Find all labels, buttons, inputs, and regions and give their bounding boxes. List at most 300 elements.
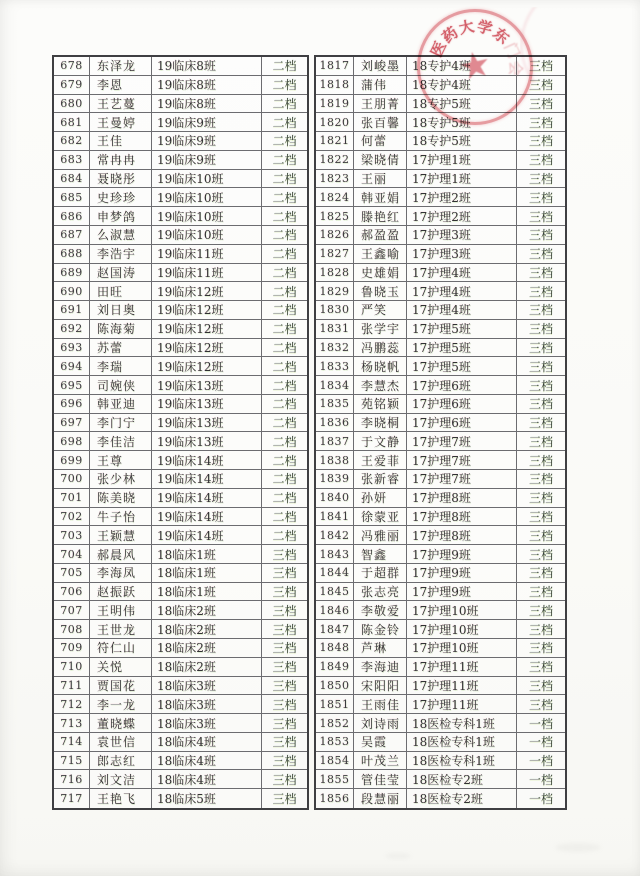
stamp-arc-character: 学 [475,17,495,39]
name-cell: 王尊 [90,451,152,470]
name-cell: 严笑 [354,301,407,320]
class-cell: 17护理8班 [407,508,517,527]
name-cell: 陈美晓 [90,489,152,508]
class-cell: 18临床4班 [152,770,262,789]
tier-cell: 三档 [517,188,565,207]
serial-cell: 694 [54,357,90,376]
class-cell: 19临床10班 [152,207,262,226]
name-cell: 叶茂兰 [354,752,407,771]
class-cell: 17护理3班 [407,226,517,245]
tier-cell: 三档 [517,526,565,545]
tier-cell: 三档 [262,583,307,602]
serial-cell: 1833 [316,357,354,376]
serial-cell: 681 [54,113,90,132]
tier-cell: 三档 [517,207,565,226]
class-cell: 17护理2班 [407,207,517,226]
class-cell: 17护理2班 [407,188,517,207]
serial-cell: 1843 [316,545,354,564]
name-cell: 陈金铃 [354,620,407,639]
serial-cell: 702 [54,508,90,527]
name-cell: 鲁晓玉 [354,282,407,301]
tier-cell: 三档 [517,564,565,583]
serial-cell: 710 [54,658,90,677]
serial-cell: 1819 [316,95,354,114]
serial-cell: 1829 [316,282,354,301]
name-cell: 么淑慧 [90,226,152,245]
class-cell: 18医检专科1班 [407,733,517,752]
tier-cell: 二档 [262,395,307,414]
serial-cell: 1831 [316,320,354,339]
serial-cell: 1840 [316,489,354,508]
stamp-arc-character: 门 [500,40,524,62]
name-cell: 杨晓帆 [354,357,407,376]
serial-cell: 1854 [316,752,354,771]
class-cell: 17护理7班 [407,470,517,489]
serial-cell: 700 [54,470,90,489]
name-cell: 王明伟 [90,601,152,620]
name-cell: 董晓蝶 [90,714,152,733]
name-cell: 冯雅丽 [354,526,407,545]
serial-cell: 1827 [316,245,354,264]
class-cell: 19临床10班 [152,188,262,207]
name-cell: 关悦 [90,658,152,677]
tier-cell: 三档 [517,658,565,677]
scan-smudge [385,853,411,859]
class-cell: 19临床12班 [152,339,262,358]
tier-cell: 二档 [262,414,307,433]
tier-cell: 三档 [517,695,565,714]
serial-cell: 1822 [316,151,354,170]
name-cell: 王爱菲 [354,451,407,470]
class-cell: 18临床3班 [152,714,262,733]
name-cell: 刘峻墨 [354,57,407,76]
tier-cell: 三档 [517,282,565,301]
name-cell: 李门宁 [90,414,152,433]
class-cell: 19临床14班 [152,451,262,470]
class-cell: 18临床3班 [152,695,262,714]
tier-cell: 三档 [262,658,307,677]
class-cell: 17护理11班 [407,695,517,714]
class-cell: 18临床2班 [152,658,262,677]
name-cell: 牛子怡 [90,508,152,527]
class-cell: 18专护4班 [407,76,517,95]
roster-table-left [52,55,309,810]
tier-cell: 三档 [262,545,307,564]
tier-cell: 二档 [262,470,307,489]
class-cell: 18临床4班 [152,752,262,771]
serial-cell: 1850 [316,677,354,696]
name-cell: 符仁山 [90,639,152,658]
tier-cell: 三档 [517,95,565,114]
name-cell: 袁世信 [90,733,152,752]
tier-cell: 三档 [262,639,307,658]
class-cell: 17护理4班 [407,264,517,283]
class-cell: 19临床8班 [152,95,262,114]
serial-cell: 703 [54,526,90,545]
class-cell: 18医检专2班 [407,789,517,808]
tier-cell: 三档 [517,113,565,132]
name-cell: 蒲伟 [354,76,407,95]
serial-cell: 1830 [316,301,354,320]
serial-cell: 715 [54,752,90,771]
class-cell: 17护理1班 [407,151,517,170]
serial-cell: 709 [54,639,90,658]
tier-cell: 三档 [517,132,565,151]
tier-cell: 三档 [517,677,565,696]
serial-cell: 679 [54,76,90,95]
tier-cell: 三档 [517,414,565,433]
serial-cell: 711 [54,677,90,696]
tier-cell: 三档 [517,470,565,489]
serial-cell: 1841 [316,508,354,527]
class-cell: 19临床9班 [152,132,262,151]
name-cell: 赵振跃 [90,583,152,602]
name-cell: 王艺蔓 [90,95,152,114]
class-cell: 18医检专科1班 [407,752,517,771]
class-cell: 18临床2班 [152,639,262,658]
serial-cell: 685 [54,188,90,207]
name-cell: 聂晓彤 [90,170,152,189]
name-cell: 郎志红 [90,752,152,771]
serial-cell: 1821 [316,132,354,151]
name-cell: 徐蒙亚 [354,508,407,527]
serial-cell: 1856 [316,789,354,808]
class-cell: 19临床13班 [152,414,262,433]
class-cell: 19临床13班 [152,395,262,414]
serial-cell: 706 [54,583,90,602]
serial-cell: 688 [54,245,90,264]
tier-cell: 二档 [262,432,307,451]
name-cell: 韩亚娟 [354,188,407,207]
name-cell: 王雨佳 [354,695,407,714]
class-cell: 18专护5班 [407,132,517,151]
tier-cell: 三档 [517,583,565,602]
serial-cell: 1834 [316,376,354,395]
serial-cell: 707 [54,601,90,620]
serial-cell: 1824 [316,188,354,207]
class-cell: 19临床10班 [152,170,262,189]
class-cell: 18临床1班 [152,583,262,602]
name-cell: 李佳洁 [90,432,152,451]
serial-cell: 689 [54,264,90,283]
class-cell: 17护理5班 [407,357,517,376]
name-cell: 常冉冉 [90,151,152,170]
tier-cell: 二档 [262,57,307,76]
class-cell: 17护理9班 [407,564,517,583]
serial-cell: 1847 [316,620,354,639]
name-cell: 李一龙 [90,695,152,714]
name-cell: 何蕾 [354,132,407,151]
class-cell: 18临床4班 [152,733,262,752]
tier-cell: 二档 [262,451,307,470]
serial-cell: 687 [54,226,90,245]
tier-cell: 三档 [517,339,565,358]
serial-cell: 1828 [316,264,354,283]
roster-table-right [314,55,567,810]
name-cell: 滕艳红 [354,207,407,226]
class-cell: 19临床8班 [152,57,262,76]
name-cell: 管佳莹 [354,770,407,789]
class-cell: 17护理6班 [407,395,517,414]
name-cell: 智鑫 [354,545,407,564]
tier-cell: 一档 [517,752,565,771]
tier-cell: 三档 [262,601,307,620]
serial-cell: 699 [54,451,90,470]
class-cell: 18专护5班 [407,113,517,132]
serial-cell: 1818 [316,76,354,95]
serial-cell: 692 [54,320,90,339]
class-cell: 17护理11班 [407,677,517,696]
class-cell: 17护理1班 [407,170,517,189]
name-cell: 苑铭颖 [354,395,407,414]
tier-cell: 二档 [262,95,307,114]
class-cell: 18专护5班 [407,95,517,114]
class-cell: 17护理10班 [407,620,517,639]
serial-cell: 690 [54,282,90,301]
serial-cell: 684 [54,170,90,189]
name-cell: 赵国涛 [90,264,152,283]
serial-cell: 695 [54,376,90,395]
class-cell: 19临床13班 [152,432,262,451]
name-cell: 苏蕾 [90,339,152,358]
class-cell: 18临床1班 [152,564,262,583]
name-cell: 吴霞 [354,733,407,752]
class-cell: 17护理5班 [407,320,517,339]
tier-cell: 三档 [517,301,565,320]
tier-cell: 三档 [262,677,307,696]
tier-cell: 三档 [517,264,565,283]
serial-cell: 1852 [316,714,354,733]
class-cell: 19临床14班 [152,526,262,545]
scan-smudge [555,843,601,852]
serial-cell: 1851 [316,695,354,714]
tier-cell: 二档 [262,132,307,151]
name-cell: 张志亮 [354,583,407,602]
serial-cell: 1836 [316,414,354,433]
tier-cell: 二档 [262,245,307,264]
tier-cell: 二档 [262,207,307,226]
name-cell: 王鑫喻 [354,245,407,264]
serial-cell: 1853 [316,733,354,752]
name-cell: 东泽龙 [90,57,152,76]
class-cell: 19临床8班 [152,76,262,95]
class-cell: 18临床2班 [152,601,262,620]
serial-cell: 1855 [316,770,354,789]
tier-cell: 三档 [272,792,297,807]
serial-cell: 1835 [316,395,354,414]
serial-cell: 1825 [316,207,354,226]
name-cell: 申梦鸽 [90,207,152,226]
name-cell: 陈海菊 [90,320,152,339]
serial-cell: 1848 [316,639,354,658]
tier-cell: 三档 [517,226,565,245]
serial-cell: 683 [54,151,90,170]
tier-cell: 三档 [262,620,307,639]
serial-cell: 682 [54,132,90,151]
class-cell: 18医检专2班 [407,770,517,789]
class-cell: 17护理4班 [407,301,517,320]
class-cell: 17护理8班 [407,526,517,545]
tier-cell: 二档 [262,489,307,508]
class-cell: 17护理7班 [407,432,517,451]
name-cell: 李瑞 [90,357,152,376]
tier-cell: 一档 [517,733,565,752]
tier-cell: 三档 [517,545,565,564]
name-cell: 刘诗雨 [354,714,407,733]
name-cell: 王艳飞 [90,789,152,808]
tier-cell: 二档 [262,264,307,283]
tier-cell: 三档 [262,733,307,752]
serial-cell: 714 [54,733,90,752]
class-cell: 19临床14班 [152,508,262,527]
name-cell: 李慧杰 [354,376,407,395]
serial-cell: 1817 [316,57,354,76]
tier-cell: 二档 [262,526,307,545]
class-cell: 18医检专科1班 [407,714,517,733]
tier-cell: 二档 [262,113,307,132]
serial-cell: 1842 [316,526,354,545]
tier-cell: 三档 [517,620,565,639]
name-cell: 李浩宇 [90,245,152,264]
name-cell: 司婉侠 [90,376,152,395]
class-cell: 17护理7班 [407,451,517,470]
tier-cell: 三档 [517,76,565,95]
name-cell: 梁晓倩 [354,151,407,170]
tier-cell: 二档 [262,151,307,170]
tier-cell: 三档 [517,57,565,76]
tier-cell: 三档 [262,695,307,714]
stamp-arc-character: 大 [457,17,476,38]
class-cell: 18临床1班 [152,545,262,564]
serial-cell: 693 [54,339,90,358]
class-cell: 19临床11班 [152,245,262,264]
serial-cell: 1820 [316,113,354,132]
name-cell: 史雄娟 [354,264,407,283]
name-cell: 于超群 [354,564,407,583]
serial-cell: 1844 [316,564,354,583]
serial-cell: 1839 [316,470,354,489]
class-cell: 19临床12班 [152,301,262,320]
tier-cell: 二档 [262,376,307,395]
serial-cell: 1838 [316,451,354,470]
class-cell: 17护理6班 [407,414,517,433]
class-cell: 17护理11班 [407,658,517,677]
name-cell: 冯鹏蕊 [354,339,407,358]
class-cell: 18临床2班 [152,620,262,639]
tier-cell: 三档 [517,320,565,339]
tier-cell: 一档 [517,770,565,789]
tier-cell: 三档 [517,151,565,170]
tier-cell: 三档 [517,601,565,620]
tier-cell: 三档 [517,376,565,395]
tier-cell: 三档 [262,770,307,789]
name-cell: 宋阳阳 [354,677,407,696]
tier-cell: 三档 [517,245,565,264]
name-cell: 韩亚迪 [90,395,152,414]
tier-cell: 二档 [262,339,307,358]
serial-cell: 716 [54,770,90,789]
serial-cell: 691 [54,301,90,320]
serial-cell: 1832 [316,339,354,358]
name-cell: 郝晨风 [90,545,152,564]
name-cell: 张少林 [90,470,152,489]
name-cell: 王丽 [354,170,407,189]
name-cell: 李恩 [90,76,152,95]
serial-cell: 712 [54,695,90,714]
class-cell: 17护理4班 [407,282,517,301]
class-cell: 17护理6班 [407,376,517,395]
name-cell: 段慧丽 [354,789,407,808]
class-cell: 18临床5班 [152,789,262,808]
serial-cell: 696 [54,395,90,414]
serial-cell: 1846 [316,601,354,620]
name-cell: 刘文洁 [90,770,152,789]
serial-cell: 680 [54,95,90,114]
serial-cell: 698 [54,432,90,451]
serial-cell: 1845 [316,583,354,602]
tier-cell: 三档 [517,451,565,470]
name-cell: 郝盈盈 [354,226,407,245]
class-cell: 19临床14班 [152,489,262,508]
tier-cell: 一档 [517,714,565,733]
class-cell: 17护理10班 [407,639,517,658]
tier-cell: 三档 [262,714,307,733]
serial-cell: 704 [54,545,90,564]
class-cell: 17护理9班 [407,583,517,602]
name-cell: 王朋菁 [354,95,407,114]
tier-cell: 二档 [262,508,307,527]
stamp-arc-character: 药 [438,23,462,47]
class-cell: 17护理10班 [407,601,517,620]
name-cell: 张学宇 [354,320,407,339]
tier-cell: 二档 [262,170,307,189]
class-cell: 18专护4班 [407,57,517,76]
name-cell: 田旺 [90,282,152,301]
name-cell: 刘日奥 [90,301,152,320]
serial-cell: 1849 [316,658,354,677]
name-cell: 李海凤 [90,564,152,583]
name-cell: 张新睿 [354,470,407,489]
stamp-arc-character: 医 [427,38,450,60]
stamp-star-icon: ★ [454,42,496,90]
name-cell: 王颖慧 [90,526,152,545]
serial-cell: 686 [54,207,90,226]
tier-cell: 三档 [517,395,565,414]
serial-cell: 708 [54,620,90,639]
class-cell: 19临床10班 [152,226,262,245]
class-cell: 19临床9班 [152,151,262,170]
tier-cell: 三档 [517,170,565,189]
serial-cell: 705 [54,564,90,583]
serial-cell: 717 [54,789,90,808]
tier-cell: 一档 [528,792,553,807]
tier-cell: 二档 [262,320,307,339]
class-cell: 19临床12班 [152,320,262,339]
class-cell: 17护理5班 [407,339,517,358]
name-cell: 王世龙 [90,620,152,639]
tier-cell: 三档 [517,639,565,658]
name-cell: 孙妍 [354,489,407,508]
name-cell: 李晓桐 [354,414,407,433]
serial-cell: 1823 [316,170,354,189]
class-cell: 17护理3班 [407,245,517,264]
tier-cell: 三档 [517,508,565,527]
serial-cell: 701 [54,489,90,508]
name-cell: 贾国花 [90,677,152,696]
tier-cell: 三档 [517,432,565,451]
class-cell: 19临床14班 [152,470,262,489]
serial-cell: 678 [54,57,90,76]
